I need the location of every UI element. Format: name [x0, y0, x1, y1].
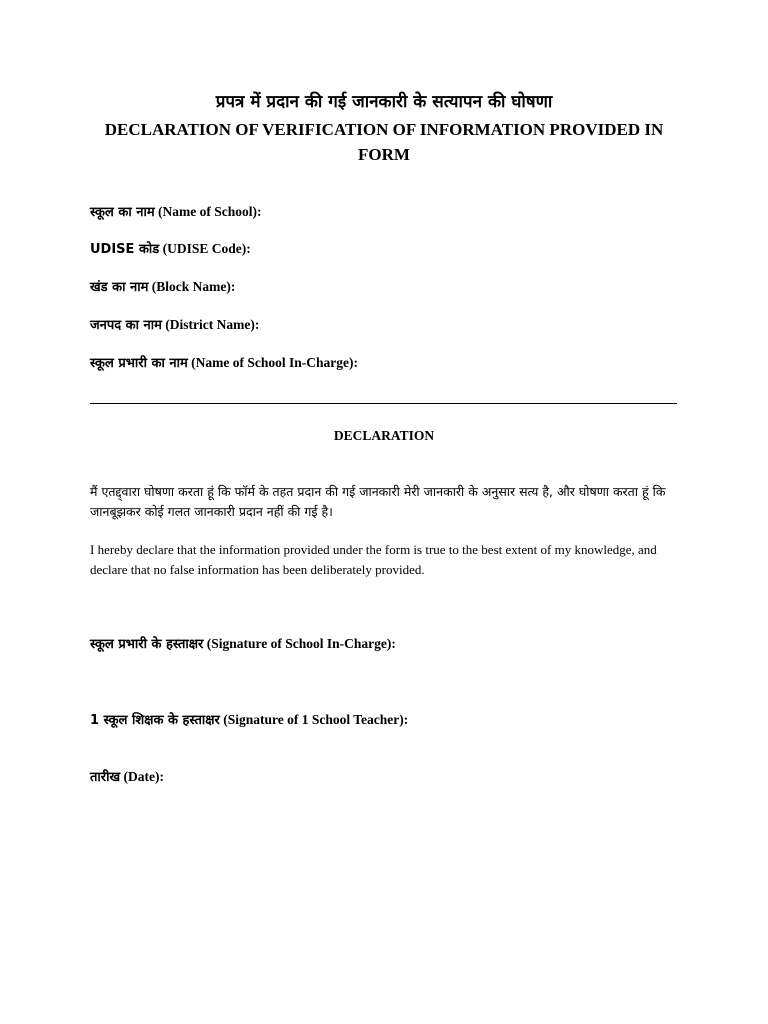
- block-name-label: [90, 277, 235, 295]
- incharge-signature-label: [90, 634, 396, 652]
- incharge-signature-label-hindi: स्कूल प्रभारी के हस्ताक्षर: [90, 637, 204, 652]
- block-name-label-hindi: खंड का नाम: [90, 280, 149, 295]
- title-hindi: प्रपत्र में प्रदान की गई जानकारी के सत्यापन की घोषणा: [215, 92, 553, 112]
- date-label: [90, 767, 164, 785]
- school-incharge-name-label-english: (Name of School In-Charge):: [191, 355, 358, 370]
- declaration-text-hindi: मैं एतद्द्वारा घोषणा करता हूं कि फॉर्म के तहत प्रदान की गई जानकारी मेरी जानकारी के अनुसार सत्य है, और घोषणा करता हूं कि जानबूझकर कोई गलत जानकारी प्रदान नहीं की गई है।: [90, 484, 666, 519]
- school-name-label-hindi: स्कूल का नाम: [90, 205, 155, 220]
- teacher-signature-label-english: (Signature of 1 School Teacher):: [223, 712, 409, 727]
- udise-code-label-hindi: UDISE कोड: [90, 242, 160, 257]
- school-incharge-name-label: [90, 353, 358, 371]
- block-name-label-english: (Block Name):: [151, 279, 236, 294]
- udise-code-label: [90, 239, 251, 257]
- teacher-signature-label-hindi: 1 स्कूल शिक्षक के हस्ताक्षर: [90, 713, 220, 728]
- school-incharge-name-label-hindi: स्कूल प्रभारी का नाम: [90, 356, 188, 371]
- teacher-signature-label: [90, 710, 408, 728]
- school-name-label: [90, 202, 261, 220]
- district-name-label-hindi: जनपद का नाम: [90, 318, 162, 333]
- date-label-hindi: तारीख: [90, 770, 121, 785]
- school-name-label-english: (Name of School):: [158, 204, 262, 219]
- section-divider: [90, 403, 677, 404]
- district-name-label: [90, 315, 259, 333]
- date-label-english: (Date):: [123, 769, 164, 784]
- udise-code-label-english: (UDISE Code):: [162, 241, 251, 256]
- incharge-signature-label-english: (Signature of School In-Charge):: [206, 636, 396, 651]
- declaration-heading: DECLARATION: [333, 428, 435, 443]
- district-name-label-english: (District Name):: [165, 317, 260, 332]
- title-english: DECLARATION OF VERIFICATION OF INFORMATION PROVIDED IN FORM: [104, 120, 664, 164]
- declaration-text-english: I hereby declare that the information provided under the form is true to the best extent of my knowledge, and declare that no false information has been deliberately provided.: [90, 542, 657, 577]
